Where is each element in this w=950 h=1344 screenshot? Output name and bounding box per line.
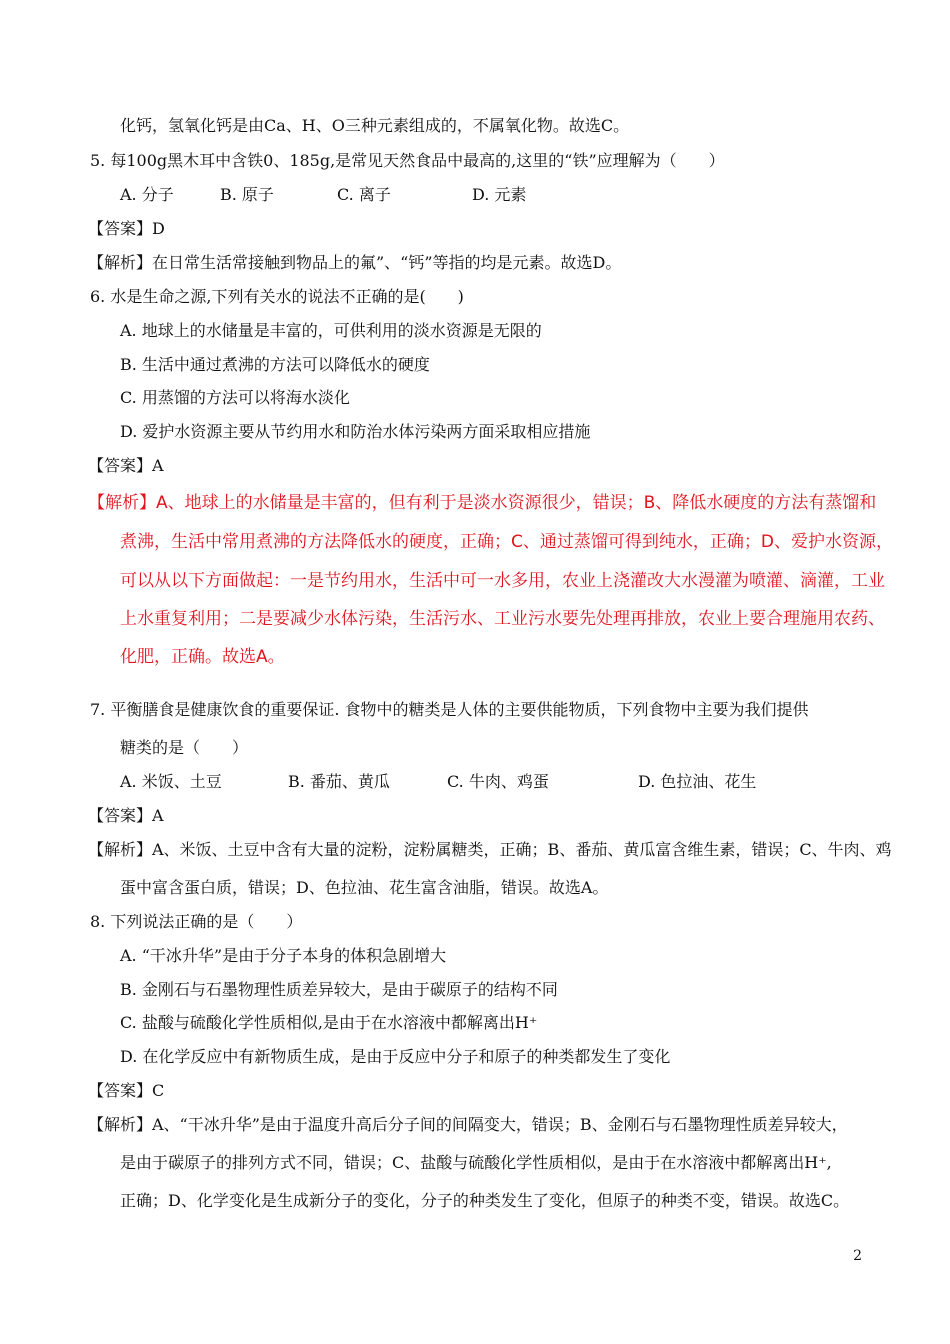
q7-option-d: D. 色拉油、花生 — [638, 772, 757, 791]
q8-option-b: B. 金刚石与石墨物理性质差异较大，是由于碳原子的结构不同 — [120, 980, 558, 999]
q5-option-d: D. 元素 — [472, 185, 527, 204]
q7-answer: 【答案】A — [88, 806, 164, 825]
q8-option-a: A. “干冰升华”是由于分子本身的体积急剧增大 — [120, 946, 447, 965]
q8-explanation-line-2: 是由于碳原子的排列方式不同，错误；C、盐酸与硫酸化学性质相似，是由于在水溶液中都解离出H⁺, — [120, 1153, 832, 1172]
q7-explanation-line-2: 蛋中富含蛋白质，错误；D、色拉油、花生富含油脂，错误。故选A。 — [120, 878, 609, 897]
q6-explanation-line-3: 可以从以下方面做起：一是节约用水，生活中可一水多用，农业上浇灌改大水漫灌为喷灌、滴灌，工业 — [120, 571, 885, 591]
page-number: 2 — [853, 1248, 862, 1264]
q7-explanation-line-1: 【解析】A、米饭、土豆中含有大量的淀粉，淀粉属糖类，正确；B、番茄、黄瓜富含维生素，错误；C、牛肉、鸡 — [88, 840, 892, 859]
q7-option-c: C. 牛肉、鸡蛋 — [447, 772, 549, 791]
q8-answer: 【答案】C — [88, 1081, 165, 1100]
q8-explanation-line-1: 【解析】A、“干冰升华”是由于温度升高后分子间的间隔变大，错误；B、金刚石与石墨物理性质差异较大， — [88, 1115, 848, 1134]
q8-stem: 8. 下列说法正确的是（ ） — [90, 912, 303, 931]
q7-stem-line-1: 7. 平衡膳食是健康饮食的重要保证. 食物中的糖类是人体的主要供能物质，下列食物中主要为我们提供 — [90, 700, 809, 719]
q5-option-c: C. 离子 — [337, 185, 391, 204]
q6-explanation-line-4: 上水重复利用；二是要减少水体污染，生活污水、工业污水要先处理再排放，农业上要合理施用农药、 — [120, 609, 885, 629]
q6-explanation-line-1: 【解析】A、地球上的水储量是丰富的，但有利于是淡水资源很少，错误；B、降低水硬度的方法有蒸馏和 — [88, 493, 877, 513]
q6-stem: 6. 水是生命之源,下列有关水的说法不正确的是( ) — [90, 287, 464, 306]
q8-option-d: D. 在化学反应中有新物质生成，是由于反应中分子和原子的种类都发生了变化 — [120, 1047, 671, 1066]
q5-option-b: B. 原子 — [220, 185, 274, 204]
q5-explanation: 【解析】在日常生活常接触到物品上的氟”、“钙”等指的均是元素。故选D。 — [88, 253, 622, 272]
q6-explanation-line-5: 化肥，正确。故选A。 — [120, 647, 285, 667]
q7-option-a: A. 米饭、土豆 — [120, 772, 222, 791]
q7-stem-line-2: 糖类的是（ ） — [120, 738, 249, 757]
q6-explanation-line-2: 煮沸，生活中常用煮沸的方法降低水的硬度，正确；C、通过蒸馏可得到纯水，正确；D、爱护水资源， — [120, 532, 893, 552]
q6-option-c: C. 用蒸馏的方法可以将海水淡化 — [120, 388, 350, 407]
q8-option-c: C. 盐酸与硫酸化学性质相似,是由于在水溶液中都解离出H⁺ — [120, 1013, 538, 1032]
prev-explanation-continuation: 化钙，氢氧化钙是由Ca、H、O三种元素组成的，不属氧化物。故选C。 — [120, 116, 630, 135]
q8-explanation-line-3: 正确；D、化学变化是生成新分子的变化，分子的种类发生了变化，但原子的种类不变，错误。故选C。 — [120, 1191, 850, 1210]
q6-option-a: A. 地球上的水储量是丰富的，可供利用的淡水资源是无限的 — [120, 321, 542, 340]
q6-option-d: D. 爱护水资源主要从节约用水和防治水体污染两方面采取相应措施 — [120, 422, 591, 441]
q6-option-b: B. 生活中通过煮沸的方法可以降低水的硬度 — [120, 355, 430, 374]
q5-answer: 【答案】D — [88, 219, 165, 238]
q5-option-a: A. 分子 — [120, 185, 174, 204]
q5-stem: 5. 每100g黑木耳中含铁0、185g,是常见天然食品中最高的,这里的“铁”应理解为（ ） — [90, 151, 725, 170]
q6-answer: 【答案】A — [88, 456, 164, 475]
q7-option-b: B. 番茄、黄瓜 — [288, 772, 390, 791]
